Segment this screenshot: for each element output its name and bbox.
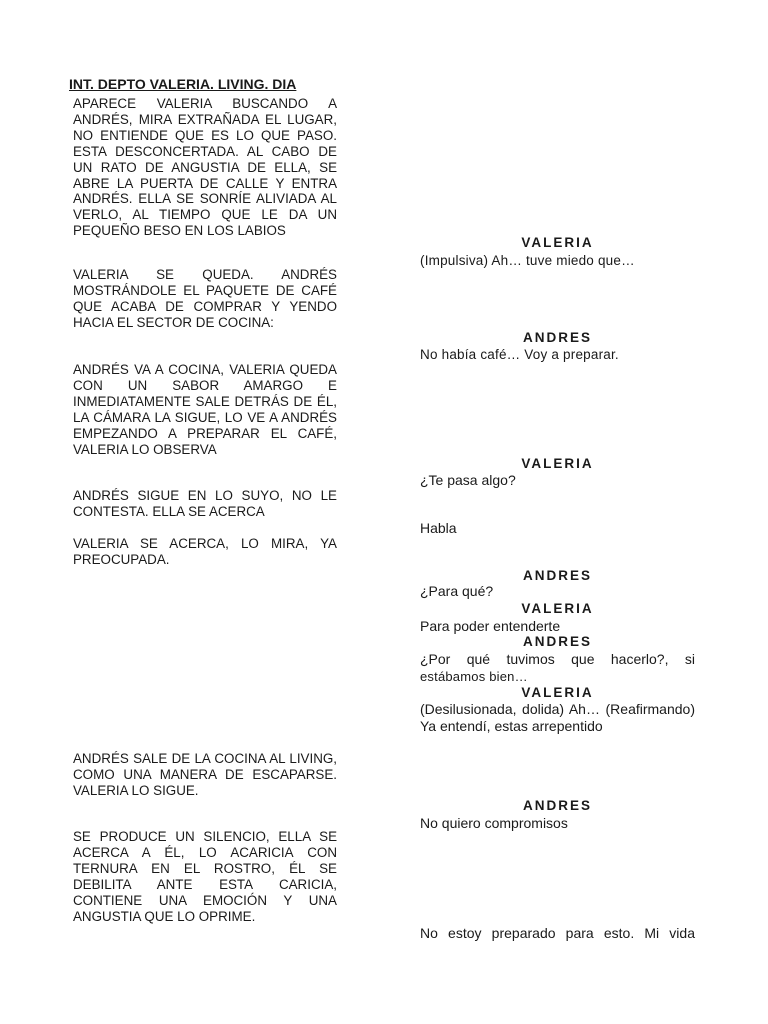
dialogue-line: Habla bbox=[420, 520, 457, 536]
character-name: ANDRES bbox=[522, 634, 592, 649]
dialogue-line: ¿Por qué tuvimos que hacerlo?, si bbox=[420, 651, 695, 667]
action-paragraph: VALERIA SE QUEDA. ANDRÉS MOSTRÁNDOLE EL PAQUETE DE CAFÉ QUE ACABA DE COMPRAR Y YENDO HACIA EL SECTOR DE COCINA: bbox=[73, 267, 337, 330]
dialogue-line: ¿Te pasa algo? bbox=[420, 472, 516, 488]
action-paragraph: SE PRODUCE UN SILENCIO, ELLA SE ACERCA A ÉL, LO ACARICIA CON TERNURA EN EL ROSTRO, ÉL SE DEBILITA ANTE ESTA CARICIA, CONTIENE UNA EMOCIÓN Y UNA ANGUSTIA QUE LO OPRIME. bbox=[73, 829, 337, 924]
dialogue-line: estábamos bien… bbox=[420, 669, 528, 684]
character-name: VALERIA bbox=[521, 235, 594, 250]
scene-heading: INT. DEPTO VALERIA. LIVING. DIA bbox=[69, 76, 297, 92]
dialogue-line: ¿Para qué? bbox=[420, 583, 494, 599]
character-name: ANDRES bbox=[522, 798, 592, 813]
dialogue-line: (Impulsiva) Ah… tuve miedo que… bbox=[420, 253, 635, 268]
dialogue-line: No estoy preparado para esto. Mi vida bbox=[420, 925, 695, 941]
character-name: VALERIA bbox=[521, 601, 594, 616]
action-paragraph: ANDRÉS VA A COCINA, VALERIA QUEDA CON UN SABOR AMARGO E INMEDIATAMENTE SALE DETRÁS DE ÉL, LA CÁMARA LA SIGUE, LO VE A ANDRÉS EMPEZANDO A PREPARAR EL CAFÉ, VALERIA LO OBSERVA bbox=[73, 362, 337, 457]
dialogue-line: No había café… Voy a preparar. bbox=[420, 347, 619, 362]
character-name: ANDRES bbox=[522, 568, 592, 583]
action-paragraph: ANDRÉS SIGUE EN LO SUYO, NO LE CONTESTA. ELLA SE ACERCA bbox=[73, 488, 337, 519]
character-name: ANDRES bbox=[522, 330, 592, 345]
dialogue-line: Para poder entenderte bbox=[420, 618, 561, 634]
character-name: VALERIA bbox=[521, 456, 594, 471]
action-paragraph: VALERIA SE ACERCA, LO MIRA, YA PREOCUPADA. bbox=[73, 536, 337, 567]
action-paragraph: APARECE VALERIA BUSCANDO A ANDRÉS, MIRA EXTRAÑADA EL LUGAR, NO ENTIENDE QUE ES LO QUE PASO. ESTA DESCONCERTADA. AL CABO DE UN RATO DE ANGUSTIA DE ELLA, SE ABRE LA PUERTA DE CALLE Y ENTRA ANDRÉS. ELLA SE SONRÍE ALIVIADA AL VERLO, AL TIEMPO QUE LE DA UN PEQUEÑO BESO EN LOS LABIOS bbox=[73, 96, 337, 239]
action-paragraph: ANDRÉS SALE DE LA COCINA AL LIVING, COMO UNA MANERA DE ESCAPARSE. VALERIA LO SIGUE. bbox=[73, 751, 337, 798]
dialogue-line: (Desilusionada, dolida) Ah… (Reafirmando) Ya entendí, estas arrepentido bbox=[420, 701, 695, 734]
dialogue-line: No quiero compromisos bbox=[420, 815, 568, 831]
character-name: VALERIA bbox=[521, 685, 594, 700]
